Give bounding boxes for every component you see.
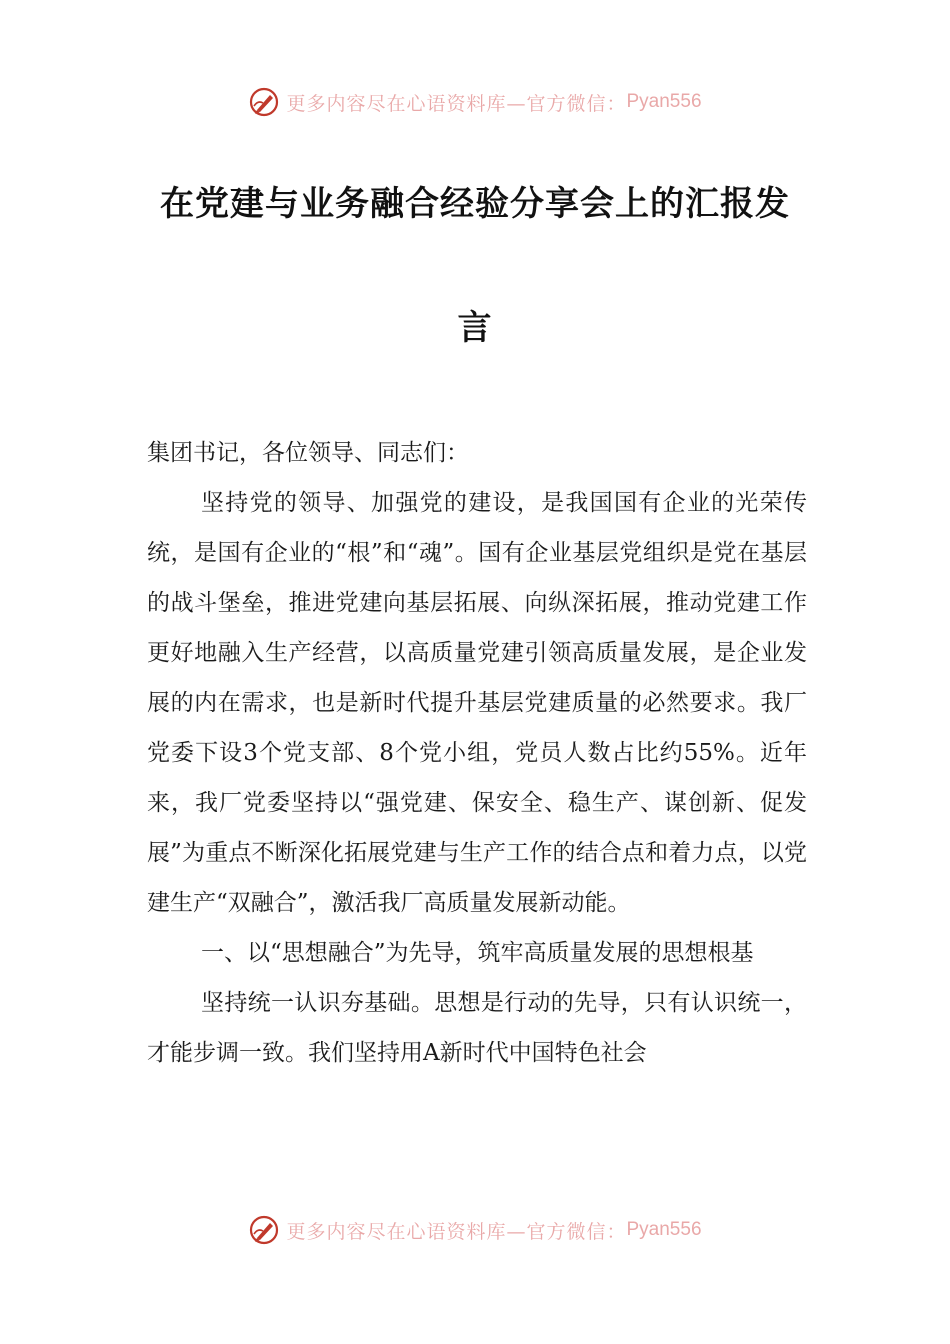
salutation: 集团书记，各位领导、同志们： [147, 440, 469, 466]
section-heading-1: 一、以“思想融合”为先导，筑牢高质量发展的思想根基 [201, 940, 754, 966]
pen-logo-icon [248, 1214, 280, 1246]
pen-logo-icon [248, 86, 280, 118]
paragraph-intro: 坚持党的领导、加强党的建设，是我国国有企业的光荣传统，是国有企业的“根”和“魂”。国有企业基层党组织是党在基层的战斗堡垒，推进党建向基层拓展、向纵深拓展，推动党建工作更好地融入生产经营，以高质量党建引领高质量发展，是企业发展的内在需求，也是新时代提升基层党建质量的必然要求。我厂党委下设3个党支部、8个党小组，党员人数占比约55%。近年来，我厂党委坚持以“强党建、保安全、稳生产、谋创新、促发展”为重点不断深化拓展党建与生产工作的结合点和着力点，以党建生产“双融合”，激活我厂高质量发展新动能。 [147, 490, 807, 916]
document-title-line-2: 言 [457, 308, 493, 348]
watermark-text: 更多内容尽在心语资料库—官方微信： [286, 1220, 627, 1243]
watermark-wechat-id: Pyan556 [626, 1219, 702, 1240]
watermark-banner-bottom [0, 1210, 950, 1250]
document-body [147, 428, 807, 1078]
watermark-text: 更多内容尽在心语资料库—官方微信： [286, 92, 627, 115]
watermark-wechat-id: Pyan556 [626, 91, 702, 112]
watermark-banner-top [0, 82, 950, 122]
document-title-line-1: 在党建与业务融合经验分享会上的汇报发 [160, 184, 790, 224]
paragraph-section-1: 坚持统一认识夯基础。思想是行动的先导，只有认识统一，才能步调一致。我们坚持用A新时代中国特色社会 [147, 990, 807, 1066]
